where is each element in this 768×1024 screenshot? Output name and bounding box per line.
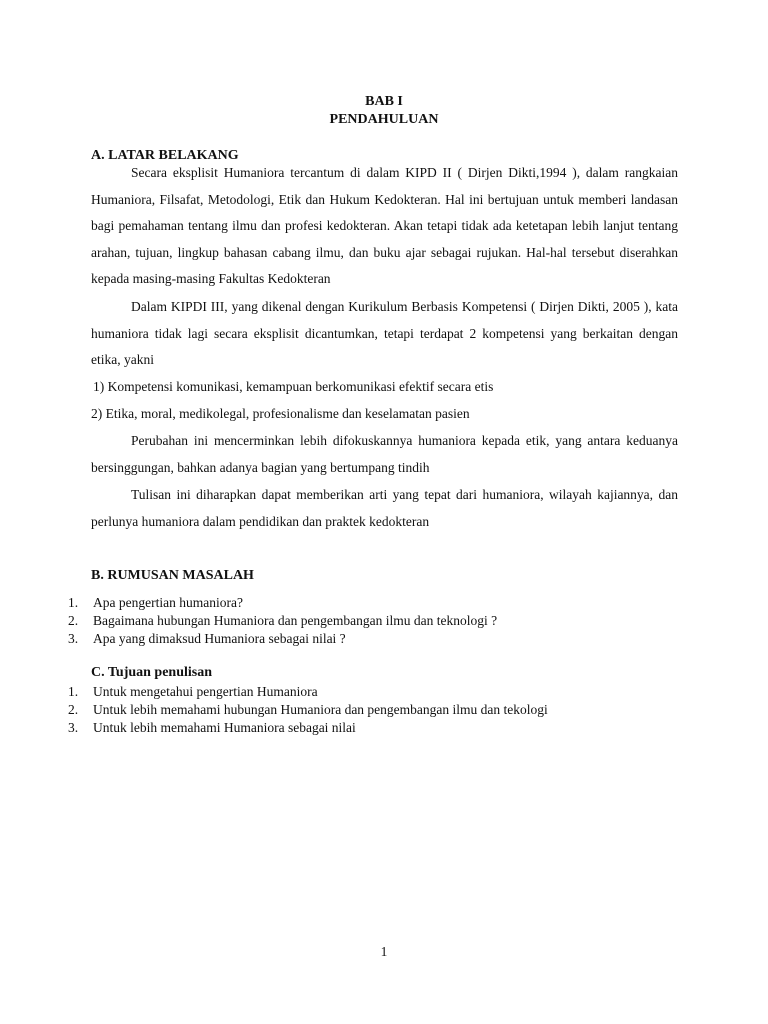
competency-item-2: 2) Etika, moral, medikolegal, profesionalisme dan keselamatan pasien (91, 406, 470, 421)
list-text: Bagaimana hubungan Humaniora dan pengembangan ilmu dan teknologi ? (93, 613, 498, 628)
problem-list (0, 594, 768, 648)
list-text: Apa yang dimaksud Humaniora sebagai nilai ? (93, 631, 346, 646)
list-item (0, 701, 768, 719)
list-text: Apa pengertian humaniora? (93, 595, 243, 610)
chapter-title: PENDAHULUAN (329, 112, 439, 127)
competency-item-1: 1) Kompetensi komunikasi, kemampuan berkomunikasi efektif secara etis (93, 379, 494, 394)
list-text: Untuk mengetahui pengertian Humaniora (93, 684, 318, 699)
section-b-heading: B. RUMUSAN MASALAH (91, 568, 254, 583)
list-number: 3. (68, 631, 79, 646)
list-number: 1. (68, 595, 79, 610)
list-number: 2. (68, 613, 79, 628)
page-number: 1 (380, 944, 388, 959)
background-paragraph-4: Tulisan ini diharapkan dapat memberikan arti yang tepat dari humaniora, wilayah kajiannya, dan perlunya humaniora dalam pendidikan dan praktek kedokteran (91, 487, 678, 529)
list-item (0, 683, 768, 701)
list-text: Untuk lebih memahami hubungan Humaniora dan pengembangan ilmu dan tekologi (93, 702, 548, 717)
background-paragraph-3: Perubahan ini mencerminkan lebih difokuskannya humaniora kepada etik, yang antara keduanya bersinggungan, bahkan adanya bagian yang bertumpang tindih (91, 433, 678, 475)
background-paragraph-2: Dalam KIPDI III, yang dikenal dengan Kurikulum Berbasis Kompetensi ( Dirjen Dikti, 2005 ), kata humaniora tidak lagi secara eksplisit dicantumkan, tetapi terdapat 2 kompetensi yang berkaitan dengan etika, yakni (91, 299, 678, 367)
list-number: 2. (68, 702, 79, 717)
list-text: Untuk lebih memahami Humaniora sebagai nilai (93, 720, 356, 735)
list-item (0, 719, 768, 737)
list-item (0, 612, 768, 630)
chapter-label: BAB I (365, 94, 403, 109)
list-item (0, 594, 768, 612)
list-number: 1. (68, 684, 79, 699)
background-paragraph-1: Secara eksplisit Humaniora tercantum di dalam KIPD II ( Dirjen Dikti,1994 ), dalam rangkaian Humaniora, Filsafat, Metodologi, Etik dan Hukum Kedokteran. Hal ini bertujuan untuk memberi landasan bagi pemahaman tentang ilmu dan profesi kedokteran. Akan tetapi tidak ada ketetapan lebih lanjut tentang arahan, tujuan, lingkup bahasan cabang ilmu, dan buku ajar sebagai rujukan. Hal-hal tersebut diserahkan kepada masing-masing Fakultas Kedokteran (91, 165, 678, 286)
section-a-heading: A. LATAR BELAKANG (91, 148, 239, 163)
list-item (0, 630, 768, 648)
section-c-heading: C. Tujuan penulisan (91, 665, 213, 680)
objective-list (0, 683, 768, 737)
list-number: 3. (68, 720, 79, 735)
